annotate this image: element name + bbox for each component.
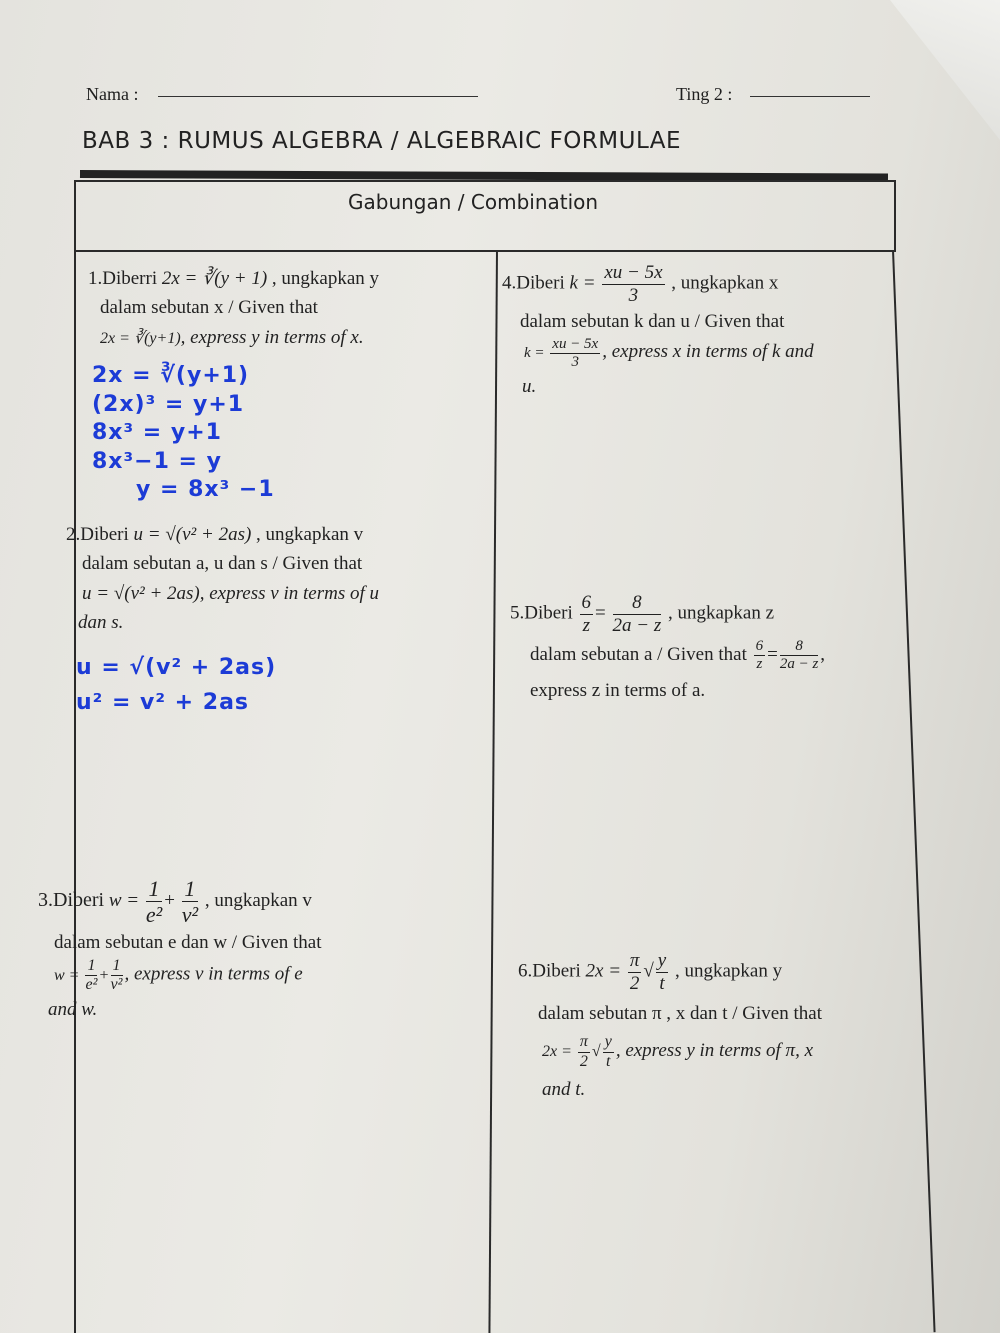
q3-line2: dalam sebutan e dan w / Given that <box>54 931 322 953</box>
q3-line3-text: , express v in terms of e <box>124 963 303 985</box>
q1-hand-line: 2x = ∛(y+1) <box>92 363 250 388</box>
q3-frac1: $\frac{1}{\text{e²}}$ <box>145 876 163 928</box>
q4-frac: $\frac{xu - 5x}{3}$ <box>604 262 663 306</box>
question-3: 3.Diberi w = $\frac{1}{\text{e²}}$ + $\frac{1}{\text{v²}}$ , ungkapkan v dalam sebutan e dan w / Given that w = $\frac{1}{\text{e²}}$ + $\frac{1}{\text{v²}}$ , express v in terms of e and w. <box>38 876 322 1020</box>
q6-ask: , ungkapkan y <box>674 960 783 982</box>
q5-frac2-small: $\frac{8}{2a - z}$ <box>779 637 819 672</box>
q3-lhs: w = <box>108 890 140 912</box>
q1-handwritten-working <box>92 362 275 505</box>
question-2 <box>66 520 486 638</box>
q1-line3-formula: 2x = ∛(y+1) <box>100 329 181 347</box>
q1-hand-line: y = 8x³ −1 <box>136 477 275 503</box>
table-left-border <box>74 252 76 1333</box>
q4-ask: , ungkapkan x <box>671 272 779 294</box>
q5-frac2: $\frac{8}{2a - z}$ <box>612 592 662 636</box>
class-blank <box>750 96 870 97</box>
question-6: 6.Diberi 2x = $\frac{\pi}{2}$ √ $\frac{y}{t}$ , ungkapkan y dalam sebutan π , x dan t / Given that 2x = $\frac{\pi}{2}$ √ $\frac{y}{t}$ , express y in terms of π, x and t. <box>518 950 822 1100</box>
q1-hand-line: (2x)³ = y+1 <box>92 391 245 417</box>
q2-line3-text: , express v in terms of u <box>199 582 379 604</box>
q6-lead: 6.Diberi <box>518 960 581 982</box>
q4-lead: 4.Diberi <box>502 272 565 294</box>
q6-sqrt-frac: $\frac{y}{t}$ <box>657 950 667 994</box>
q1-line2: dalam sebutan x / Given that <box>100 297 318 319</box>
q1-formula: 2x = ∛(y + 1) <box>161 268 268 289</box>
q3-lead: 3.Diberi <box>38 889 105 912</box>
q2-formula: u = √(v² + 2as) <box>133 524 252 545</box>
q6-line4: and t. <box>542 1078 586 1100</box>
name-label: Nama : <box>86 84 139 104</box>
q2-hand-line: u = √(v² + 2as) <box>76 655 277 680</box>
question-5: 5.Diberi $\frac{6}{z}$ = $\frac{8}{2a - z}$ , ungkapkan z dalam sebutan a / Given that $\frac{6}{z}$ = $\frac{8}{2a - z}$ , express z in terms of a. <box>510 592 826 702</box>
q1-ask: , ungkapkan y <box>271 268 380 289</box>
q4-line2: dalam sebutan k dan u / Given that <box>520 310 785 332</box>
q1-lead: 1.Diberri <box>88 268 158 289</box>
q2-line4: dan s. <box>78 612 124 634</box>
q2-ask: , ungkapkan v <box>256 524 364 545</box>
q6-line2: dalam sebutan π , x dan t / Given that <box>538 1002 822 1024</box>
q5-line2: dalam sebutan a / Given that <box>530 643 747 665</box>
q1-hand-line: 8x³ = y+1 <box>92 420 222 446</box>
q2-hand-line: u² = v² + 2as <box>76 690 250 716</box>
section-title: Gabungan / Combination <box>348 190 599 214</box>
q4-line3-formula: k = $\frac{xu - 5x}{3}$ <box>524 336 599 371</box>
q6-line3-formula: 2x = $\frac{\pi}{2}$ √ $\frac{y}{t}$ <box>542 1033 612 1070</box>
q3-ask: , ungkapkan v <box>204 890 312 912</box>
q1-hand-line: 8x³−1 = y <box>92 448 222 474</box>
q4-lhs: k = <box>569 272 596 294</box>
q2-line3-formula: u = √(v² + 2as) <box>82 582 200 604</box>
class-label: Ting 2 : <box>676 84 733 104</box>
page-title: BAB 3 : RUMUS ALGEBRA / ALGEBRAIC FORMULAE <box>82 128 682 154</box>
q2-handwritten-working <box>76 650 276 720</box>
q5-line3: express z in terms of a. <box>530 680 706 702</box>
q6-line3-text: , express y in terms of π, x <box>615 1039 814 1061</box>
q5-ask: , ungkapkan z <box>667 602 775 624</box>
question-1 <box>88 264 488 352</box>
q1-line3-text: , express y in terms of x. <box>180 326 364 348</box>
q3-line4: and w. <box>48 998 98 1020</box>
q5-frac1: $\frac{6}{z}$ <box>581 592 592 636</box>
q5-lead: 5.Diberi <box>510 602 573 624</box>
q4-line4: u. <box>522 375 537 397</box>
q6-lhs: 2x = <box>585 960 622 982</box>
q3-line3-formula: w = $\frac{1}{\text{e²}}$ + $\frac{1}{\text{v²}}$ <box>54 957 123 994</box>
q2-line2: dalam sebutan a, u dan s / Given that <box>82 553 363 575</box>
q2-lead: 2.Diberi <box>66 524 129 545</box>
q4-line3-text: , express x in terms of k and <box>602 341 814 363</box>
q5-frac1-small: $\frac{6}{z}$ <box>755 637 764 672</box>
q6-pi-frac: $\frac{\pi}{2}$ <box>629 950 640 994</box>
name-blank <box>158 96 478 97</box>
q3-frac2: $\frac{1}{\text{v²}}$ <box>181 876 199 928</box>
question-4 <box>502 262 887 401</box>
